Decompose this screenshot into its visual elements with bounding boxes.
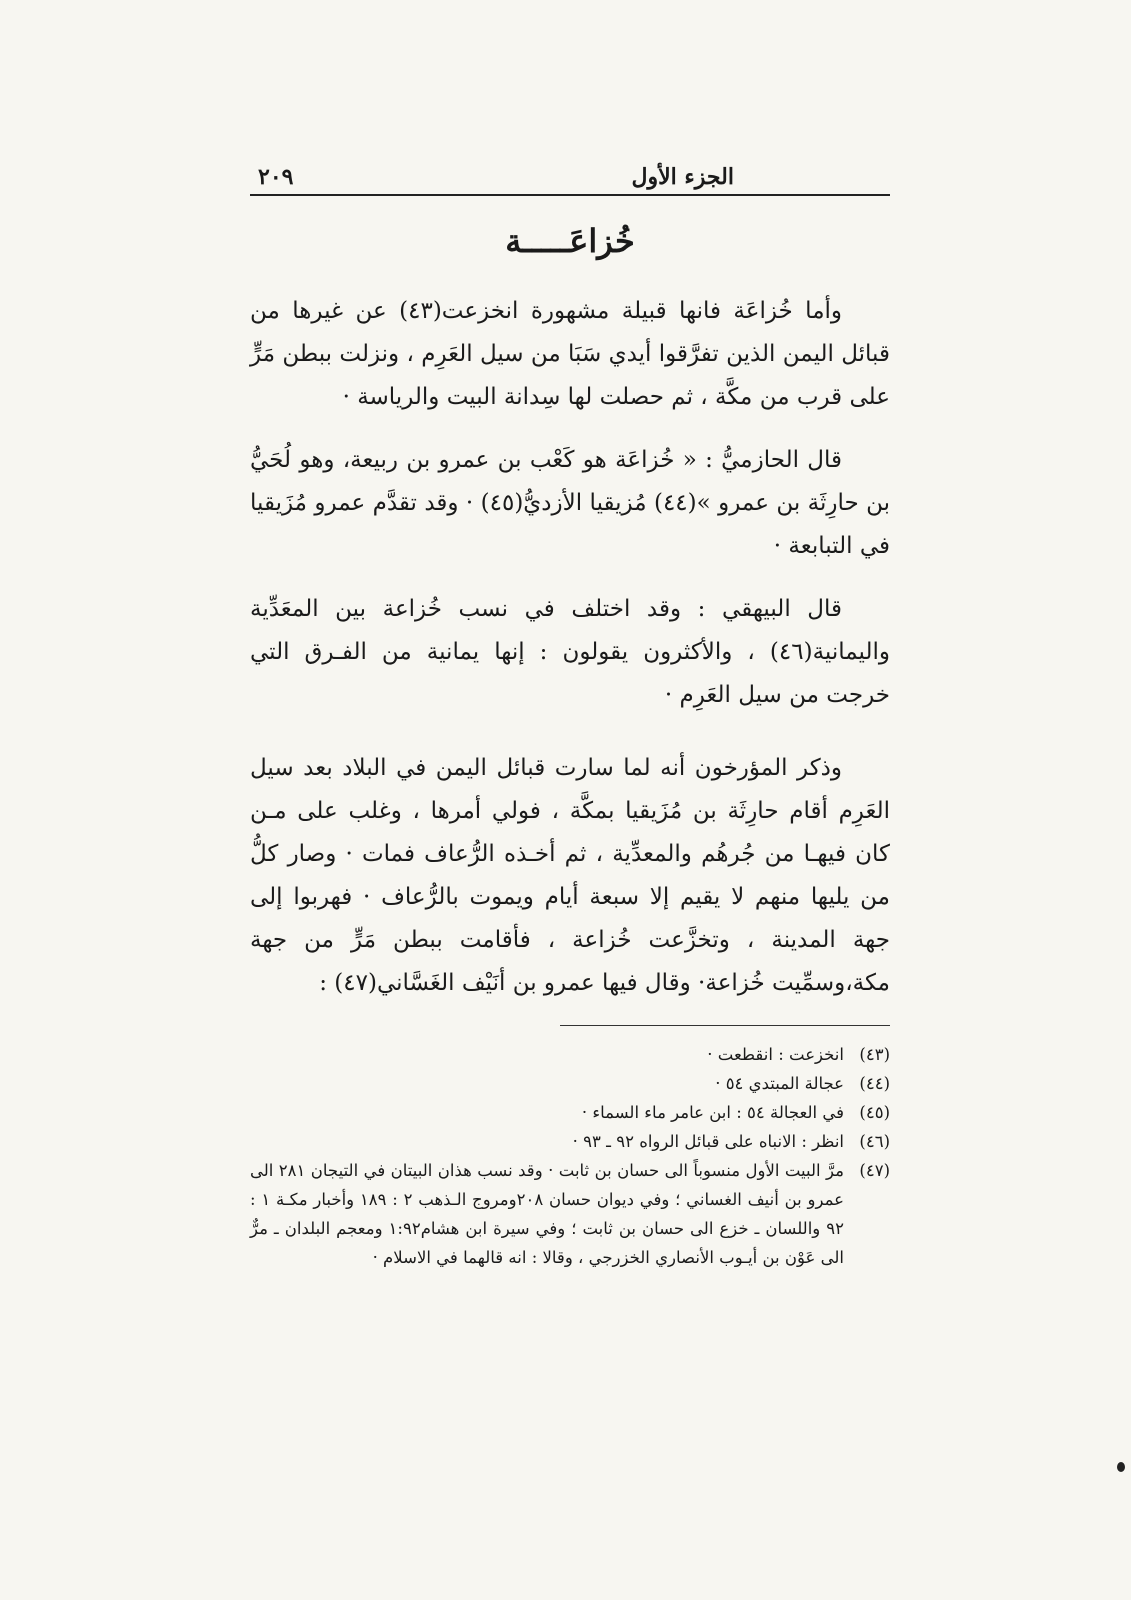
running-title: الجزء الأول (631, 164, 734, 190)
footnote-divider (560, 1025, 890, 1026)
scan-speck (1117, 1462, 1125, 1472)
paragraph: وذكر المؤرخون أنه لما سارت قبائل اليمن في البلاد بعد سيل العَرِم أقام حارِثَة بن مُزَيقيا بمكَّة ، فولي أمرها ، وغلب على مـن كان فيهـا من جُرهُم والمعدِّية ، ثم أخـذه الرُّعاف فمات · وصار كلُّ من يليها منهم لا يقيم إلا سبعة أيام ويموت بالرُّعاف · فهربوا إلى جهة المدينة ، وتخزَّعت خُزاعة ، فأقامت ببطن مَرٍّ من جهة مكة،وسمِّيت خُزاعة· وقال فيها عمرو بن أنَيْف الغَسَّاني(٤٧) : (250, 755, 890, 996)
footnote (250, 1069, 890, 1098)
footnote-text: في العجالة ٥٤ : ابن عامر ماء السماء · (581, 1103, 844, 1122)
page-number: ٢٠٩ (258, 164, 294, 190)
paragraph: قال البيهقي : وقد اختلف في نسب خُزاعة بين المعَدِّية واليمانية(٤٦) ، والأكثرون يقولون : إنها يمانية من الفـرق التي خرجت من سيل العَرِم · (250, 596, 890, 708)
running-header (250, 150, 890, 196)
footnote (250, 1098, 890, 1127)
footnote-number: (٤٤) (859, 1074, 890, 1093)
footnote (250, 1040, 890, 1069)
footnote-number: (٤٦) (859, 1132, 890, 1151)
footnote-text: عجالة المبتدي ٥٤ · (715, 1074, 844, 1093)
footnote-number: (٤٧) (859, 1161, 890, 1180)
footnote-text: انخزعت : انقطعت · (707, 1045, 844, 1064)
book-page (250, 150, 890, 1272)
footnotes (250, 1040, 890, 1272)
chapter-title: خُزاعَـــــة (505, 222, 635, 260)
footnote-number: (٤٥) (859, 1103, 890, 1122)
footnote-text: انظر : الانباه على قبائل الرواه ٩٢ ـ ٩٣ · (572, 1132, 844, 1151)
footnote-text: مرَّ البيت الأول منسوباً الى حسان بن ثابت · وقد نسب هذان البيتان في التيجان ٢٨١ الى عمرو بن أنيف الغساني ؛ وفي ديوان حسان ٢٠٨ومروج الـذهب ٢ : ١٨٩ وأخبار مكـة ١ : ٩٢ واللسان ـ خزع الى حسان بن ثابت ؛ وفي سيرة ابن هشام١:٩٢ ومعجم البلدان ـ مرٌّ الى عَوْن بن أيـوب الأنصاري الخزرجي ، وقالا : انه قالهما في الاسلام · (250, 1161, 844, 1267)
paragraph: وأما خُزاعَة فانها قبيلة مشهورة انخزعت(٤٣) عن غيرها من قبائل اليمن الذين تفرَّقوا أيدي سَبَا من سيل العَرِم ، ونزلت ببطن مَرٍّ على قرب من مكَّة ، ثم حصلت لها سِدانة البيت والرياسة · (250, 298, 890, 410)
footnote-number: (٤٣) (859, 1045, 890, 1064)
footnote (250, 1127, 890, 1156)
paragraph: قال الحازميُّ : « خُزاعَة هو كَعْب بن عمرو بن ربيعة، وهو لُحَيُّ بن حارِثَة بن عمرو »(٤٤) مُزيقيا الأزديُّ(٤٥) · وقد تقدَّم عمرو مُزَيقيا في التبابعة · (250, 447, 890, 559)
footnote (250, 1156, 890, 1272)
